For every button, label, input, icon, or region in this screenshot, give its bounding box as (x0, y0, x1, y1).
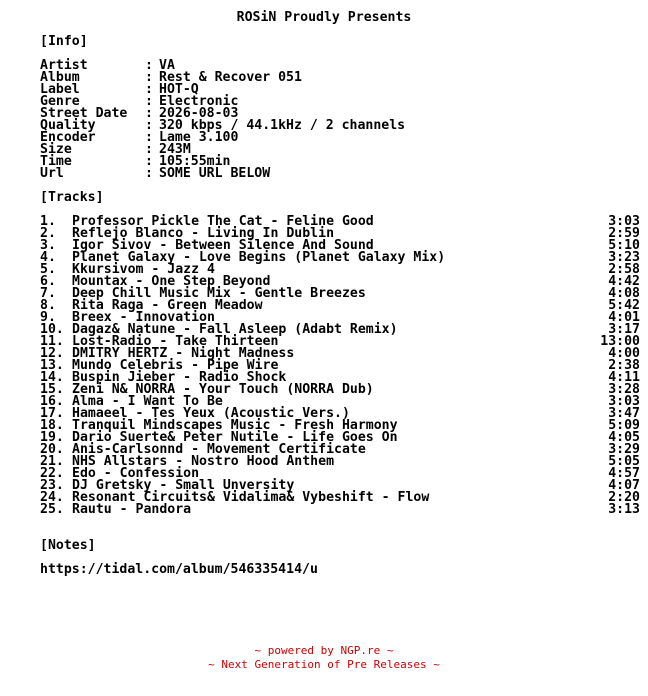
track-title: Reflejo Blanco - Living In Dublin (72, 226, 335, 241)
track-number: 20. (40, 442, 64, 457)
track-number: 4. (40, 250, 56, 265)
notes-url: https://tidal.com/album/546335414/u (40, 562, 318, 577)
track-number: 9. (40, 310, 56, 325)
info-value: 320 kbps / 44.1kHz / 2 channels (159, 118, 406, 133)
info-value: VA (159, 58, 175, 73)
info-separator: : (145, 58, 153, 73)
track-title: Dagaz& Natune - Fall Asleep (Adabt Remix) (72, 322, 398, 337)
track-duration: 3:03 (608, 394, 640, 409)
track-number: 18. (40, 418, 64, 433)
track-title: Alma - I Want To Be (72, 394, 223, 409)
track-number: 17. (40, 406, 64, 421)
track-duration: 3:28 (608, 382, 640, 397)
track-number: 21. (40, 454, 64, 469)
info-value: Lame 3.100 (159, 130, 239, 145)
track-duration: 2:59 (608, 226, 640, 241)
info-label: Size (40, 142, 72, 157)
track-number: 7. (40, 286, 56, 301)
info-value: 105:55min (159, 154, 231, 169)
track-title: Deep Chill Music Mix - Gentle Breezes (72, 286, 366, 301)
track-title: Rita Raga - Green Meadow (72, 298, 263, 313)
track-number: 24. (40, 490, 64, 505)
info-separator: : (145, 154, 153, 169)
track-number: 13. (40, 358, 64, 373)
track-title: Anis-Carlsonnd - Movement Certificate (72, 442, 366, 457)
track-duration: 3:29 (608, 442, 640, 457)
track-duration: 4:08 (608, 286, 640, 301)
info-label: Label (40, 82, 80, 97)
track-number: 25. (40, 502, 64, 517)
info-separator: : (145, 130, 153, 145)
track-duration: 3:47 (608, 406, 640, 421)
track-duration: 4:11 (608, 370, 640, 385)
track-title: Lost-Radio - Take Thirteen (72, 334, 279, 349)
track-duration: 5:10 (608, 238, 640, 253)
track-number: 23. (40, 478, 64, 493)
info-separator: : (145, 118, 153, 133)
track-duration: 4:01 (608, 310, 640, 325)
track-duration: 13:00 (600, 334, 640, 349)
track-number: 6. (40, 274, 56, 289)
track-duration: 3:23 (608, 250, 640, 265)
info-label: Genre (40, 94, 80, 109)
info-value: HOT-Q (159, 82, 199, 97)
track-title: Tranquil Mindscapes Music - Fresh Harmony (72, 418, 398, 433)
track-title: Kkursivom - Jazz 4 (72, 262, 215, 277)
track-title: Breex - Innovation (72, 310, 215, 325)
track-duration: 5:05 (608, 454, 640, 469)
track-number: 22. (40, 466, 64, 481)
track-title: Rautu - Pandora (72, 502, 192, 517)
track-title: Edo - Confession (72, 466, 200, 481)
info-label: Artist (40, 58, 88, 73)
track-number: 11. (40, 334, 64, 349)
track-duration: 2:58 (608, 262, 640, 277)
notes-heading: [Notes] (40, 538, 96, 553)
tracks-heading: [Tracks] (40, 190, 104, 205)
info-separator: : (145, 166, 153, 181)
track-number: 14. (40, 370, 64, 385)
track-number: 10. (40, 322, 64, 337)
track-number: 19. (40, 430, 64, 445)
header-title: ROSiN Proudly Presents (236, 10, 412, 25)
track-number: 3. (40, 238, 56, 253)
track-duration: 4:00 (608, 346, 640, 361)
info-value: SOME URL BELOW (159, 166, 271, 181)
track-duration: 5:42 (608, 298, 640, 313)
track-title: Mountax - One Step Beyond (72, 274, 271, 289)
info-separator: : (145, 142, 153, 157)
track-duration: 3:17 (608, 322, 640, 337)
track-title: Resonant Circuits& Vidalima& Vybeshift - Flow (72, 490, 430, 505)
track-number: 16. (40, 394, 64, 409)
track-duration: 5:09 (608, 418, 640, 433)
track-number: 15. (40, 382, 64, 397)
track-duration: 2:38 (608, 358, 640, 373)
info-value: 2026-08-03 (159, 106, 239, 121)
track-title: Zeni N& NORRA - Your Touch (NORRA Dub) (72, 382, 374, 397)
track-title: DMITRY HERTZ - Night Madness (72, 346, 295, 361)
info-label: Street Date (40, 106, 128, 121)
track-number: 5. (40, 262, 56, 277)
info-value: Electronic (159, 94, 239, 109)
info-value: Rest & Recover 051 (159, 70, 302, 85)
track-duration: 4:57 (608, 466, 640, 481)
track-title: Planet Galaxy - Love Begins (Planet Galaxy Mix) (72, 250, 446, 265)
info-separator: : (145, 94, 153, 109)
info-separator: : (145, 82, 153, 97)
track-title: NHS Allstars - Nostro Hood Anthem (72, 454, 335, 469)
track-number: 12. (40, 346, 64, 361)
track-number: 8. (40, 298, 56, 313)
info-label: Quality (40, 118, 96, 133)
info-label: Album (40, 70, 80, 85)
track-duration: 4:07 (608, 478, 640, 493)
track-duration: 4:42 (608, 274, 640, 289)
footer-tagline: ~ Next Generation of Pre Releases ~ (208, 658, 440, 671)
track-title: Hamaeel - Tes Yeux (Acoustic Vers.) (72, 406, 350, 421)
track-title: DJ Gretsky - Small Unversity (72, 478, 295, 493)
info-label: Time (40, 154, 72, 169)
info-separator: : (145, 70, 153, 85)
track-title: Dario Suerte& Peter Nutile - Life Goes On (72, 430, 398, 445)
track-duration: 4:05 (608, 430, 640, 445)
track-title: Igor Sivov - Between Silence And Sound (72, 238, 374, 253)
track-duration: 3:03 (608, 214, 640, 229)
info-heading: [Info] (40, 34, 88, 49)
track-number: 2. (40, 226, 56, 241)
track-title: Professor Pickle The Cat - Feline Good (72, 214, 374, 229)
info-label: Url (40, 166, 64, 181)
track-title: Mundo Celebris - Pipe Wire (72, 358, 279, 373)
footer-powered-by: ~ powered by NGP.re ~ (254, 644, 394, 657)
track-duration: 2:20 (608, 490, 640, 505)
track-number: 1. (40, 214, 56, 229)
track-title: Buspin Jieber - Radio Shock (72, 370, 287, 385)
info-separator: : (145, 106, 153, 121)
track-duration: 3:13 (608, 502, 640, 517)
info-value: 243M (159, 142, 191, 157)
info-label: Encoder (40, 130, 96, 145)
